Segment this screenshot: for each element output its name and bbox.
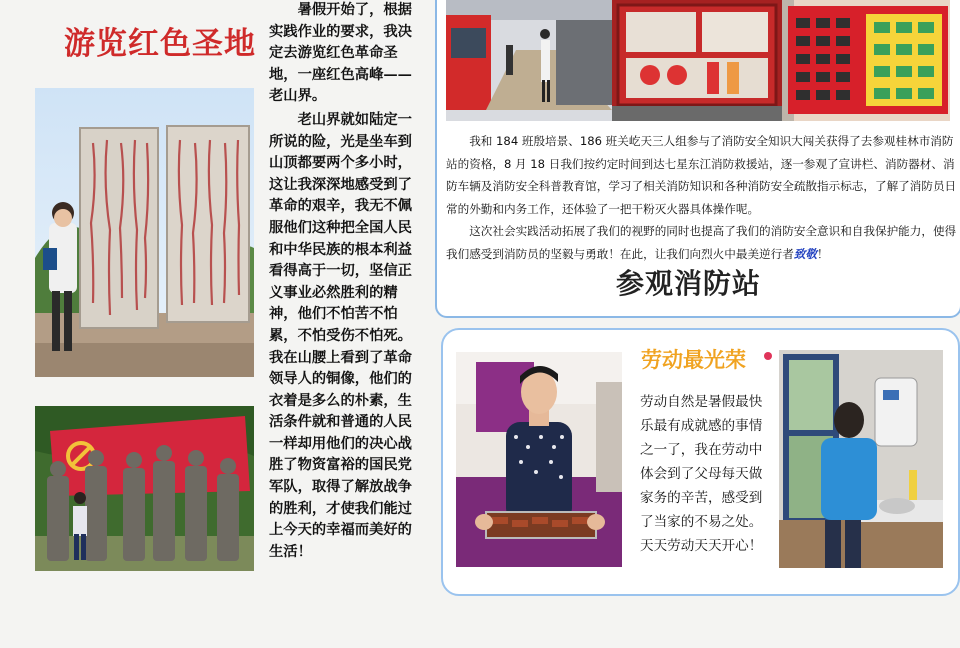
title-dot xyxy=(764,352,772,360)
left-paragraph-2: 老山界就如陆定一所说的险，光是坐车到山顶都要两个多小时，这让我深深地感受到了革命的艰辛，我无不佩服他们这种把全国人民和中华民族的根本利益看得高于一切，坚信正义事业必然胜利的精神，他们不怕苦不怕累，不怕受伤不怕死。我在山腰上看到了革命领导人的铜像，他们的衣着是多么的朴素，生活条件就和普通的人民一样却用他们的决心战胜了物资富裕的国民党军队，取得了解放战争的胜利，才使我们能过上今天的幸福而美好的生活！ xyxy=(269,111,412,560)
fire-paragraph-2-end: ！ xyxy=(817,246,829,261)
photo-fire-station-hall xyxy=(446,0,612,121)
photo-boy-cooking-tray xyxy=(456,352,622,567)
left-paragraph-1: 暑假开始了，根据实践作业的要求，我决定去游览红色革命圣地，一座红色高峰——老山界。 xyxy=(269,2,412,105)
fire-paragraph-2-body: 这次社会实践活动拓展了我们的视野的同时也提高了我们的消防安全意识和自我保护能力，使得我们感受到消防员的坚毅与勇敢！在此，让我们向烈火中最美逆行者 xyxy=(446,224,957,261)
photo-fire-truck-equipment xyxy=(612,0,782,121)
left-title: 游览红色圣地 xyxy=(64,26,256,62)
photo-revolutionary-statues xyxy=(35,406,254,571)
fire-station-title: 参观消防站 xyxy=(616,267,762,300)
labor-text: 劳动自然是暑假最快乐最有成就感的事情之一了，我在劳动中体会到了父母每天做家务的辛苦，感受到了当家的不易之处。天天劳动天天开心！ xyxy=(640,394,763,554)
salute-word: 致敬 xyxy=(793,246,818,261)
photo-safety-signs-board xyxy=(782,0,950,121)
fire-paragraph-1: 我和 184 班殷培景、186 班关屹天三人组参与了消防安全知识大闯关获得了去参观桂林市消防站的资格，8 月 18 日我们按约定时间到达七星东江消防救援站，逐一参观了宣讲栏、消防器材、消防车辆及消防安全科普教育馆，学习了相关消防知识和各种消防安全疏散指示标志，了解了消防员日常的外勤和内务工作，还体验了一把干粉灭火器具体操作呢。 xyxy=(446,134,957,216)
labor-title: 劳动最光荣 xyxy=(641,348,746,372)
left-article-text xyxy=(269,0,415,563)
fire-paragraph-2 xyxy=(446,220,960,265)
fire-station-text xyxy=(446,130,960,265)
photo-boy-washing-dishes xyxy=(779,350,943,568)
photo-stone-tablets xyxy=(35,88,254,377)
